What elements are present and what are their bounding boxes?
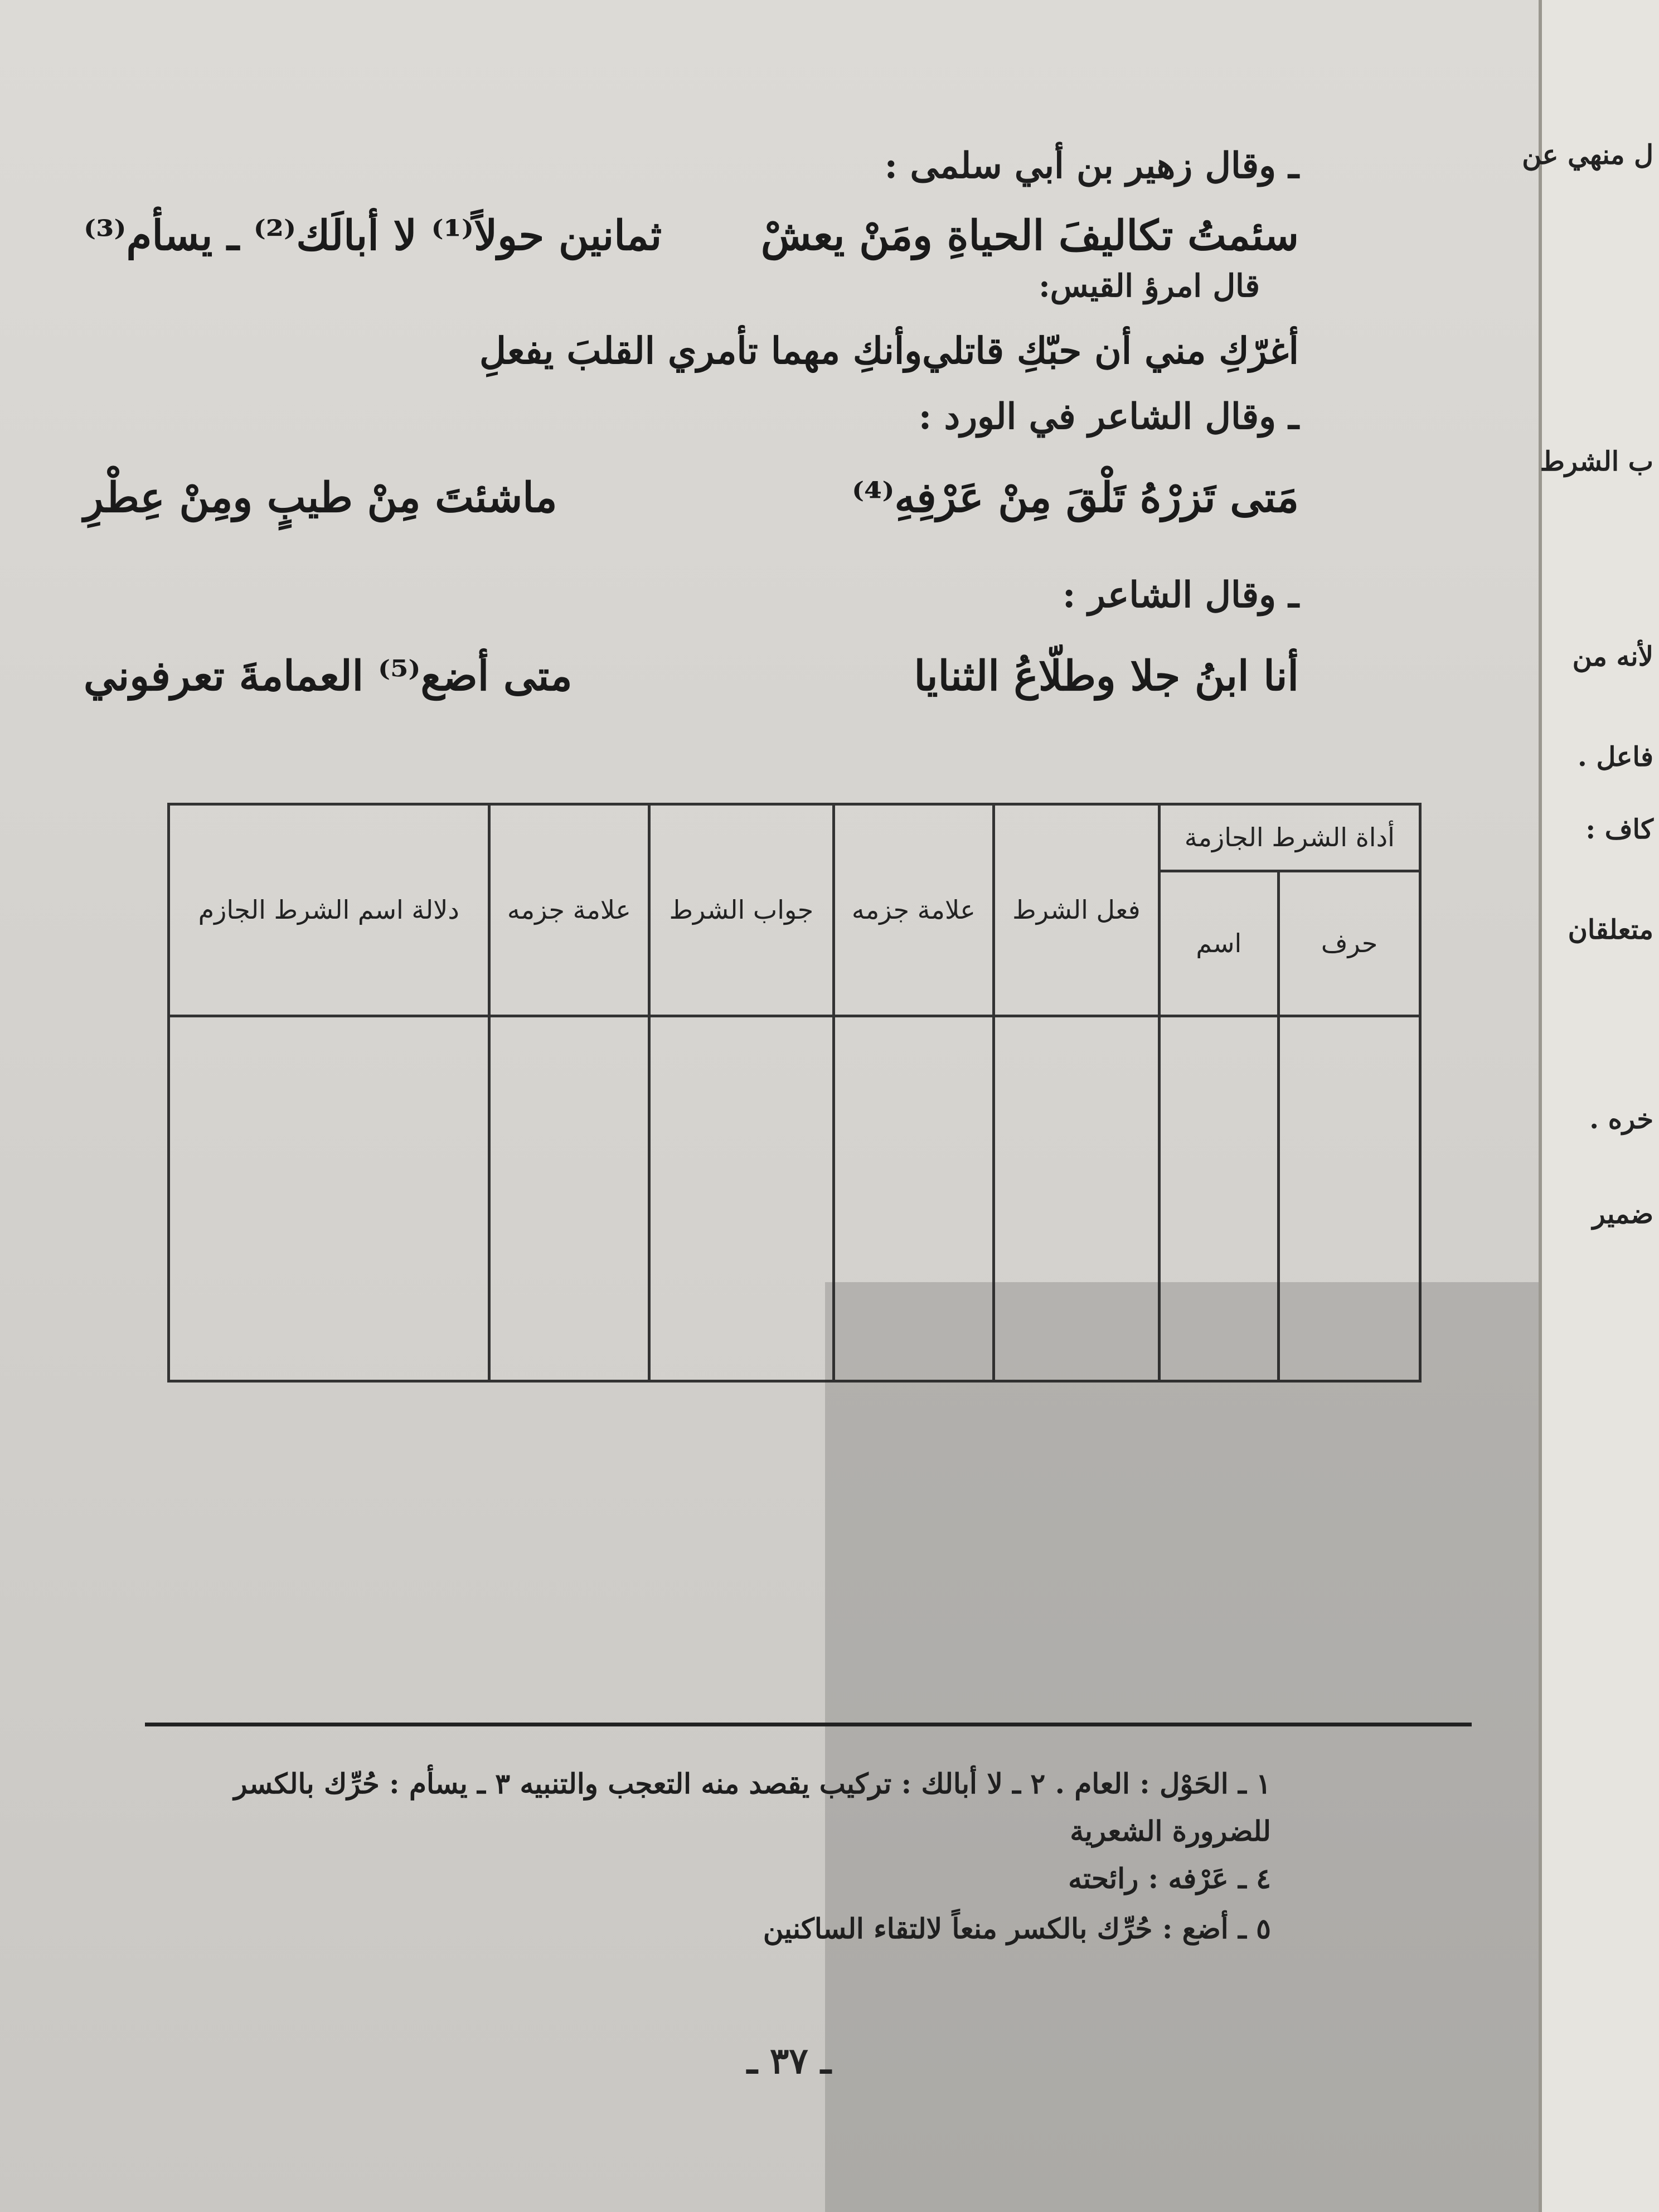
edge-fragment: فاعل . xyxy=(1578,741,1653,773)
hemistich-left: متى أضع⁽⁵⁾ العمامةَ تعرفوني xyxy=(84,652,573,700)
intro-zuhair: ـ وقال زهير بن أبي سلمى : xyxy=(884,145,1299,187)
empty-cell xyxy=(649,1016,833,1381)
edge-fragment: خره . xyxy=(1589,1104,1653,1135)
footnote-5: ٥ ـ أضع : حُرِّك بالكسر منعاً لالتقاء الساكنين xyxy=(763,1912,1271,1945)
header-jussive-mark-1: علامة جزمه xyxy=(833,804,994,1016)
header-condition-verb: فعل الشرط xyxy=(994,804,1159,1016)
hemistich-right: مَتى تَزرْهُ تَلْقَ مِنْ عَرْفِهِ⁽⁴⁾ xyxy=(852,474,1299,522)
header-noun-meaning: دلالة اسم الشرط الجازم xyxy=(169,804,489,1016)
verse-shaer xyxy=(84,652,1299,700)
edge-fragment: ل منهي عن xyxy=(1522,139,1653,171)
hemistich-right: أنا ابنُ جلا وطلّاعُ الثنايا xyxy=(914,652,1299,700)
hemistich-left: ثمانين حولاً⁽¹⁾ لا أبالَك⁽²⁾ ـ يسأم⁽³⁾ xyxy=(84,212,662,260)
edge-fragment: ب الشرط xyxy=(1540,446,1653,477)
header-noun: اسم xyxy=(1159,871,1279,1016)
verse-zuhair xyxy=(84,212,1299,260)
intro-shaer: ـ وقال الشاعر : xyxy=(1062,574,1299,616)
edge-fragment: كاف : xyxy=(1585,814,1653,845)
header-condition-answer: جواب الشرط xyxy=(649,804,833,1016)
adjacent-page-edge xyxy=(1522,0,1659,2212)
hemistich-right: أغرّكِ مني أن حبّكِ قاتلي xyxy=(922,329,1299,372)
intro-ward: ـ وقال الشاعر في الورد : xyxy=(918,396,1299,438)
hemistich-left: ماشئتَ مِنْ طيبٍ ومِنْ عِطْرِ xyxy=(84,474,557,522)
intro-imru: قال امرؤ القيس: xyxy=(1039,268,1260,304)
photo-shadow xyxy=(825,1282,1539,2212)
empty-cell xyxy=(489,1016,649,1381)
header-condition-tool: أداة الشرط الجازمة xyxy=(1159,804,1420,871)
edge-fragment: متعلقان xyxy=(1568,914,1653,945)
header-jussive-mark-2: علامة جزمه xyxy=(489,804,649,1016)
hemistich-left: وأنكِ مهما تأمري القلبَ يفعلِ xyxy=(479,329,923,372)
page-number: ـ ٣٧ ـ xyxy=(747,2040,831,2082)
empty-cell xyxy=(169,1016,489,1381)
verse-ward xyxy=(84,474,1299,522)
edge-fragment: ضمير xyxy=(1592,1199,1653,1230)
header-particle: حرف xyxy=(1279,871,1420,1016)
footnote-4: ٤ ـ عَرْفه : رائحته xyxy=(1068,1862,1271,1895)
footnote-1-cont: للضرورة الشعرية xyxy=(1070,1815,1271,1847)
footnote-1: ١ ـ الحَوْل : العام . ٢ ـ لا أبالك : تركيب يقصد منه التعجب والتنبيه ٣ ـ يسأم : حُرِّك بالكسر xyxy=(234,1767,1271,1800)
hemistich-right: سئمتُ تكاليفَ الحياةِ ومَنْ يعشْ xyxy=(760,212,1299,260)
verse-imru xyxy=(479,329,1299,372)
edge-fragment: لأنه من xyxy=(1572,641,1653,672)
